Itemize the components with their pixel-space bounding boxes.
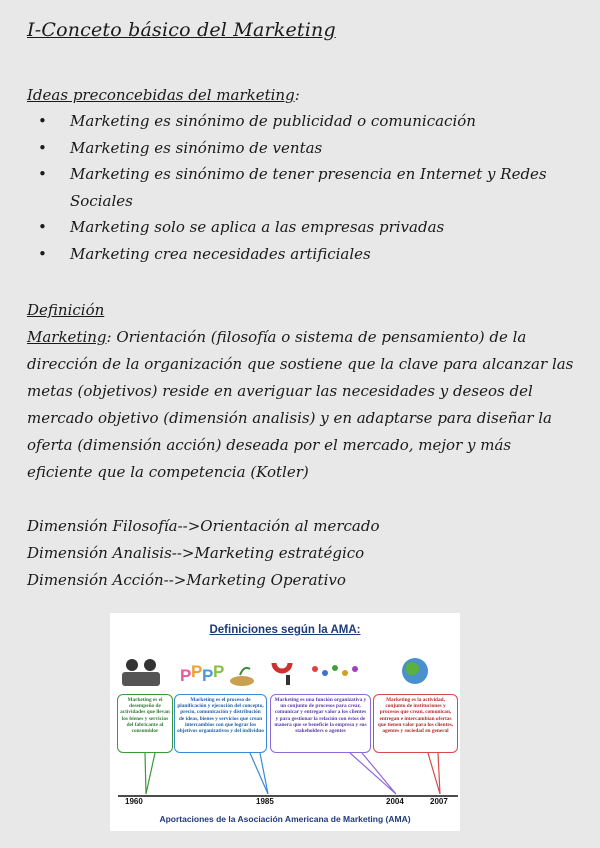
list-item: • Marketing es sinónimo de publicidad o comunicación [27,108,577,135]
dimension-item: Dimensión Acción-->Marketing Operativo [27,571,346,589]
definicion-body: : Orientación (filosofía o sistema de pensamiento) de la dirección de la organización que sostiene que la clave para alcanzar las metas (objetivos) reside en averiguar las necesidades y deseos del mercado objetivo (dimensión analisis) y en adaptarse para diseñar la oferta (dimensión acción) deseada por el mercado, mejor y más eficiente que la competencia (Kotler) [27,328,574,481]
year-label: 2007 [430,797,448,806]
timeline [110,793,460,813]
definition-bubble-2007: Marketing es la actividad, conjunto de instituciones y procesos que crean, comunican, entregan e intercambian ofertas que tienen valor para los clientes, agentes y sociedad en general [373,694,458,753]
svg-text:P: P [191,662,203,681]
list-item: • Marketing crea necesidades artificiales [27,241,577,268]
bubble-tail-2007 [428,753,440,794]
dimensiones-list [27,513,380,594]
ideas-heading-line [27,82,300,109]
dimension-item: Dimensión Filosofía-->Orientación al mercado [27,517,380,535]
list-item: • Marketing es sinónimo de ventas [27,135,577,162]
list-item: • Marketing es sinónimo de tener presencia en Internet y Redes Sociales [27,161,577,214]
definition-bubble-2004: Marketing es una función organizativa y un conjunto de procesos para crear, comunicar y entregar valor a los clientes y para gestionar la relación con éstos de manera que se beneficie la empresa y sus stakeholders o agentes [270,694,371,753]
svg-text:P: P [202,666,214,685]
svg-text:P: P [180,666,192,685]
bubble-tail-1960 [145,753,155,794]
ama-definitions-figure [110,613,460,831]
bubble-tail-1985 [250,753,268,794]
ideas-heading: Ideas preconcebidas del marketing [27,86,295,104]
definicion-term: Marketing [27,328,107,346]
definition-bubble-1960: Marketing es el desempeño de actividades que llevan los bienes y servicios del fabricante al consumidor [117,694,173,753]
year-label: 1985 [256,797,274,806]
definicion-heading: Definición [27,301,105,319]
definicion-paragraph [27,324,575,486]
bubble-tail-2004 [350,753,396,794]
dimension-item: Dimensión Analisis-->Marketing estratégico [27,544,365,562]
svg-text:P: P [213,662,225,681]
page-title: I-Conceto básico del Marketing [27,19,336,41]
ideas-list [27,108,577,267]
definition-bubble-1985: Marketing es el proceso de planificación y ejecución del concepto, precio, comunicación y distribución de ideas, bienes y servicios que crean intercambios con que lograr los objetivos organizativos y del individuo [174,694,267,753]
four-p-icon [180,662,254,686]
year-label: 1960 [125,797,143,806]
figure-title: Definiciones según la AMA: [209,624,361,636]
ideas-heading-colon: : [294,86,300,104]
figure-caption: Aportaciones de la Asociación Americana de Marketing (AMA) [159,814,411,824]
consumer-icon [122,659,160,686]
globe-icon [402,658,428,684]
magnet-people-icon [274,663,358,685]
list-item: • Marketing solo se aplica a las empresas privadas [27,214,577,241]
year-label: 2004 [386,797,404,806]
